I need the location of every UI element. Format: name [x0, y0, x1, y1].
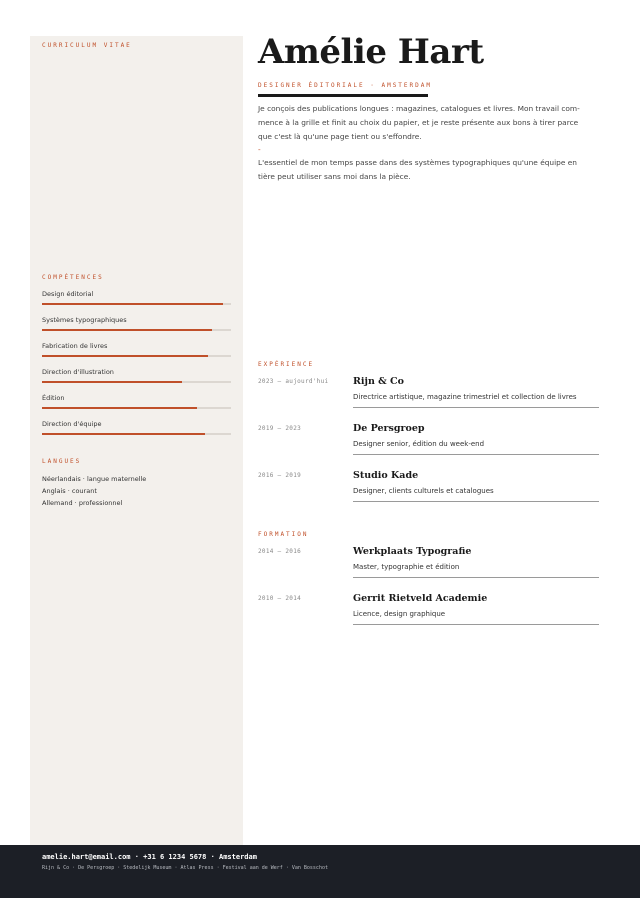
title-rule [258, 94, 428, 97]
skill-level-bar [42, 433, 205, 435]
entry-title: Studio Kade [353, 470, 419, 481]
entry-description: Designer, clients culturels et catalogues [353, 487, 494, 495]
skill-track [42, 381, 231, 383]
skill-track [42, 355, 231, 357]
skill-track [42, 433, 231, 435]
skill-level-bar [42, 355, 208, 357]
language-item: Anglais · courant [42, 487, 97, 495]
cv-label: CURRICULUM VITAE [42, 42, 132, 49]
experience-entry [258, 470, 600, 517]
intro-paragraph: L'essentiel de mon temps passe dans des systèmes typographiques qu'une équipe en tière peut utiliser sans moi dans la pièce. [258, 158, 577, 181]
skill-name: Direction d'équipe [42, 420, 102, 428]
skill-name: Fabrication de livres [42, 342, 108, 350]
skill-item [42, 316, 231, 342]
skill-track [42, 303, 231, 305]
entry-description: Directrice artistique, magazine trimestriel et collection de livres [353, 393, 577, 401]
experience-entry [258, 423, 600, 470]
skill-level-bar [42, 381, 182, 383]
role-subtitle: DESIGNER ÉDITORIALE · AMSTERDAM [258, 82, 432, 89]
language-item: Néerlandais · langue maternelle [42, 475, 147, 483]
intro-text [258, 102, 594, 184]
education-heading: FORMATION [258, 531, 309, 538]
sidebar [30, 36, 243, 845]
entry-dates: 2010 — 2014 [258, 595, 302, 602]
experience-entry [258, 376, 600, 423]
skill-track [42, 329, 231, 331]
intro-paragraph: Je conçois des publications longues : magazines, catalogues et livres. Mon travail com-mence à la grille et finit au choix du papier, et je reste présente aux bons à tirer parce que c'est là qu'une page tient ou s'effondre. [258, 104, 580, 141]
skill-track [42, 407, 231, 409]
skill-name: Systèmes typographiques [42, 316, 127, 324]
skill-level-bar [42, 407, 197, 409]
intro-separator: - [258, 145, 261, 154]
experience-list [258, 376, 600, 517]
entry-title: De Persgroep [353, 423, 425, 434]
entry-title: Rijn & Co [353, 376, 404, 387]
education-list [258, 546, 600, 640]
skill-level-bar [42, 329, 212, 331]
skill-item [42, 420, 231, 446]
languages-list [42, 473, 146, 509]
skill-name: Design éditorial [42, 290, 94, 298]
entry-title: Gerrit Rietveld Academie [353, 593, 488, 604]
clients-line: Rijn & Co · De Persgroep · Stedelijk Museum · Atlas Press · Festival aan de Werf · Van Bosschot [42, 865, 328, 871]
skill-level-bar [42, 303, 223, 305]
entry-dates: 2019 — 2023 [258, 425, 302, 432]
skill-item [42, 368, 231, 394]
entry-dates: 2023 — aujourd'hui [258, 378, 329, 385]
footer [0, 845, 640, 898]
contact-line[interactable]: amelie.hart@email.com · +31 6 1234 5678 · Amsterdam [42, 853, 257, 861]
entry-divider [353, 454, 599, 455]
entry-divider [353, 577, 599, 578]
person-name: Amélie Hart [258, 32, 484, 72]
skill-item [42, 342, 231, 368]
entry-description: Designer senior, édition du week-end [353, 440, 485, 448]
entry-title: Werkplaats Typografie [353, 546, 472, 557]
skill-name: Édition [42, 394, 65, 402]
entry-description: Licence, design graphique [353, 610, 446, 618]
education-entry [258, 593, 600, 640]
skill-name: Direction d'illustration [42, 368, 114, 376]
entry-dates: 2016 — 2019 [258, 472, 302, 479]
skill-item [42, 290, 231, 316]
entry-divider [353, 624, 599, 625]
education-entry [258, 546, 600, 593]
skills-list [42, 290, 231, 446]
experience-heading: EXPÉRIENCE [258, 361, 315, 368]
language-item: Allemand · professionnel [42, 499, 123, 507]
languages-heading: LANGUES [42, 458, 82, 465]
entry-dates: 2014 — 2016 [258, 548, 302, 555]
entry-description: Master, typographie et édition [353, 563, 460, 571]
entry-divider [353, 407, 599, 408]
skill-item [42, 394, 231, 420]
entry-divider [353, 501, 599, 502]
skills-heading: COMPÉTENCES [42, 274, 104, 281]
